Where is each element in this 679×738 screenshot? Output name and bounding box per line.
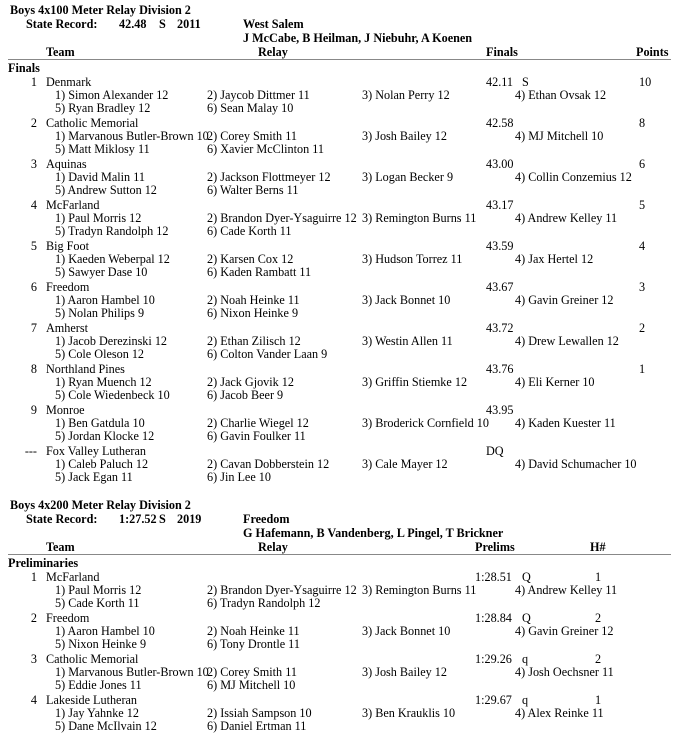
- relay-runner-2: 2) Brandon Dyer-Ysaguirre 12: [207, 211, 357, 225]
- entry-place: 5: [30, 239, 37, 253]
- entry-place: 4: [30, 198, 37, 212]
- relay-runner-6: 6) Xavier McClinton 11: [207, 142, 325, 156]
- relay-runner-6: 6) Tradyn Randolph 12: [207, 596, 321, 610]
- entry-mark: 43.67: [486, 280, 514, 294]
- relay-runner-4: 4) Jax Hertel 12: [515, 252, 594, 266]
- relay-runner-6: 6) Tony Drontle 11: [207, 637, 300, 651]
- relay-runner-2: 2) Issiah Sampson 10: [207, 706, 312, 720]
- col-header-relay: Relay: [258, 540, 288, 554]
- relay-runner-5: 5) Cole Oleson 12: [55, 347, 145, 361]
- entry-mark: DQ: [486, 444, 504, 458]
- entry-team: Amherst: [46, 321, 88, 335]
- entry-flag: q: [522, 652, 529, 666]
- entry-team: Denmark: [46, 75, 92, 89]
- relay-runner-1: 1) Simon Alexander 12: [55, 88, 169, 102]
- relay-runner-5: 5) Eddie Jones 11: [55, 678, 142, 692]
- relay-runner-5: 5) Dane McIlvain 12: [55, 719, 157, 733]
- relay-runner-5: 5) Sawyer Dase 10: [55, 265, 148, 279]
- entry-team: McFarland: [46, 198, 100, 212]
- relay-runner-5: 5) Ryan Bradley 12: [55, 101, 151, 115]
- entry-place: 3: [30, 157, 37, 171]
- entry-mark: 1:29.67: [475, 693, 512, 707]
- record-year: 2011: [177, 17, 201, 31]
- col-header-team: Team: [46, 45, 75, 59]
- relay-runner-3: 3) Josh Bailey 12: [362, 665, 447, 679]
- relay-runner-1: 1) Ben Gatdula 10: [55, 416, 145, 430]
- relay-runner-3: 3) Hudson Torrez 11: [362, 252, 463, 266]
- relay-runner-2: 2) Charlie Wiegel 12: [207, 416, 309, 430]
- entry-team: Lakeside Lutheran: [46, 693, 138, 707]
- relay-runner-4: 4) Collin Conzemius 12: [515, 170, 632, 184]
- relay-runner-4: 4) Kaden Kuester 11: [515, 416, 616, 430]
- relay-runner-6: 6) Daniel Ertman 11: [207, 719, 307, 733]
- col-header-relay: Relay: [258, 45, 288, 59]
- relay-runner-1: 1) Jacob Derezinski 12: [55, 334, 168, 348]
- relay-runner-1: 1) Marvanous Butler-Brown 10: [55, 129, 209, 143]
- entry-mark: 42.58: [486, 116, 514, 130]
- entry-last: 8: [639, 116, 646, 130]
- entry-team: Big Foot: [46, 239, 90, 253]
- relay-runner-1: 1) Kaeden Weberpal 12: [55, 252, 170, 266]
- relay-runner-4: 4) Ethan Ovsak 12: [515, 88, 607, 102]
- event-title: Boys 4x200 Meter Relay Division 2: [10, 498, 191, 512]
- relay-runner-2: 2) Noah Heinke 11: [207, 293, 300, 307]
- relay-runner-5: 5) Andrew Sutton 12: [55, 183, 157, 197]
- entry-flag: Q: [522, 611, 531, 625]
- entry-last: 5: [639, 198, 646, 212]
- entry-mark: 43.00: [486, 157, 514, 171]
- entry-place: 2: [30, 611, 37, 625]
- entry-place: 6: [30, 280, 37, 294]
- col-header-mark: Prelims: [475, 540, 515, 554]
- entry-team: Fox Valley Lutheran: [46, 444, 146, 458]
- relay-runner-4: 4) David Schumacher 10: [515, 457, 637, 471]
- relay-runner-3: 3) Westin Allen 11: [362, 334, 453, 348]
- record-label: State Record:: [26, 512, 98, 526]
- entry-mark: 1:28.84: [475, 611, 512, 625]
- entry-last: 2: [595, 652, 602, 666]
- entry-team: Monroe: [46, 403, 85, 417]
- relay-runner-2: 2) Jaycob Dittmer 11: [207, 88, 310, 102]
- entry-place: ---: [24, 444, 37, 458]
- relay-runner-3: 3) Nolan Perry 12: [362, 88, 450, 102]
- relay-runner-2: 2) Jack Gjovik 12: [207, 375, 294, 389]
- record-year: 2019: [177, 512, 202, 526]
- relay-runner-5: 5) Jack Egan 11: [55, 470, 133, 484]
- entry-place: 1: [30, 75, 37, 89]
- entry-place: 8: [30, 362, 37, 376]
- relay-runner-2: 2) Noah Heinke 11: [207, 624, 300, 638]
- entry-team: Freedom: [46, 611, 90, 625]
- entry-mark: 43.95: [486, 403, 514, 417]
- relay-runner-6: 6) Colton Vander Laan 9: [207, 347, 328, 361]
- entry-team: Catholic Memorial: [46, 116, 139, 130]
- record-school: West Salem: [243, 17, 304, 31]
- relay-runner-6: 6) Jacob Beer 9: [207, 388, 284, 402]
- record-athletes: J McCabe, B Heilman, J Niebuhr, A Koenen: [243, 31, 473, 45]
- relay-runner-5: 5) Nolan Philips 9: [55, 306, 145, 320]
- relay-runner-1: 1) Paul Morris 12: [55, 211, 142, 225]
- relay-runner-5: 5) Matt Miklosy 11: [55, 142, 150, 156]
- entry-last: 1: [639, 362, 646, 376]
- relay-runner-3: 3) Broderick Cornfield 10: [362, 416, 489, 430]
- entry-mark: 43.17: [486, 198, 514, 212]
- col-header-team: Team: [46, 540, 75, 554]
- relay-runner-4: 4) Josh Oechsner 11: [515, 665, 614, 679]
- relay-runner-5: 5) Jordan Klocke 12: [55, 429, 155, 443]
- relay-runner-2: 2) Ethan Zilisch 12: [207, 334, 301, 348]
- entry-team: Freedom: [46, 280, 90, 294]
- col-header-last: H#: [590, 540, 606, 554]
- record-school: Freedom: [243, 512, 290, 526]
- relay-runner-2: 2) Brandon Dyer-Ysaguirre 12: [207, 583, 357, 597]
- entry-mark: 43.76: [486, 362, 514, 376]
- entry-team: Aquinas: [46, 157, 87, 171]
- relay-runner-1: 1) Aaron Hambel 10: [55, 293, 155, 307]
- round-label: Finals: [8, 61, 40, 75]
- relay-runner-1: 1) Jay Yahnke 12: [55, 706, 139, 720]
- entry-flag: q: [522, 693, 529, 707]
- relay-runner-5: 5) Nixon Heinke 9: [55, 637, 147, 651]
- relay-runner-1: 1) Marvanous Butler-Brown 10: [55, 665, 209, 679]
- relay-runner-2: 2) Cavan Dobberstein 12: [207, 457, 330, 471]
- relay-runner-1: 1) David Malin 11: [55, 170, 145, 184]
- relay-runner-6: 6) Kaden Rambatt 11: [207, 265, 312, 279]
- entry-team: McFarland: [46, 570, 100, 584]
- relay-runner-3: 3) Griffin Stiemke 12: [362, 375, 468, 389]
- entry-mark: 1:28.51: [475, 570, 512, 584]
- relay-runner-3: 3) Logan Becker 9: [362, 170, 454, 184]
- relay-runner-4: 4) Andrew Kelley 11: [515, 583, 618, 597]
- relay-runner-4: 4) Andrew Kelley 11: [515, 211, 618, 225]
- round-label: Preliminaries: [8, 556, 79, 570]
- event-title: Boys 4x100 Meter Relay Division 2: [10, 3, 191, 17]
- entry-place: 2: [30, 116, 37, 130]
- entry-place: 1: [30, 570, 37, 584]
- relay-runner-4: 4) Alex Reinke 11: [515, 706, 604, 720]
- relay-runner-4: 4) Drew Lewallen 12: [515, 334, 619, 348]
- record-time: 1:27.52: [119, 512, 157, 526]
- relay-runner-6: 6) MJ Mitchell 10: [207, 678, 296, 692]
- relay-runner-4: 4) Gavin Greiner 12: [515, 293, 614, 307]
- relay-runner-5: 5) Tradyn Randolph 12: [55, 224, 169, 238]
- record-label: State Record:: [26, 17, 98, 31]
- relay-runner-4: 4) Eli Kerner 10: [515, 375, 595, 389]
- record-athletes: G Hafemann, B Vandenberg, L Pingel, T Brickner: [243, 526, 504, 540]
- entry-flag: Q: [522, 570, 531, 584]
- entry-last: 1: [595, 693, 602, 707]
- relay-runner-2: 2) Jackson Flottmeyer 12: [207, 170, 331, 184]
- divider: [8, 59, 671, 60]
- relay-runner-3: 3) Josh Bailey 12: [362, 129, 447, 143]
- relay-runner-6: 6) Gavin Foulker 11: [207, 429, 306, 443]
- entry-last: 6: [639, 157, 646, 171]
- entry-flag: S: [522, 75, 529, 89]
- relay-runner-2: 2) Karsen Cox 12: [207, 252, 294, 266]
- relay-runner-1: 1) Aaron Hambel 10: [55, 624, 155, 638]
- relay-runner-5: 5) Cole Wiedenbeck 10: [55, 388, 170, 402]
- relay-runner-3: 3) Jack Bonnet 10: [362, 293, 451, 307]
- relay-runner-1: 1) Caleb Paluch 12: [55, 457, 149, 471]
- entry-place: 4: [30, 693, 37, 707]
- record-flag: S: [159, 512, 166, 526]
- entry-mark: 43.72: [486, 321, 514, 335]
- relay-runner-2: 2) Corey Smith 11: [207, 129, 297, 143]
- entry-mark: 42.11: [486, 75, 513, 89]
- entry-mark: 43.59: [486, 239, 514, 253]
- entry-mark: 1:29.26: [475, 652, 512, 666]
- relay-runner-3: 3) Remington Burns 11: [362, 583, 477, 597]
- record-time: 42.48: [119, 17, 147, 31]
- relay-runner-6: 6) Nixon Heinke 9: [207, 306, 299, 320]
- relay-runner-6: 6) Cade Korth 11: [207, 224, 292, 238]
- entry-place: 7: [30, 321, 37, 335]
- entry-last: 1: [595, 570, 602, 584]
- entry-last: 3: [639, 280, 646, 294]
- entry-last: 2: [639, 321, 646, 335]
- entry-last: 10: [639, 75, 652, 89]
- relay-runner-3: 3) Jack Bonnet 10: [362, 624, 451, 638]
- col-header-mark: Finals: [486, 45, 518, 59]
- entry-team: Northland Pines: [46, 362, 125, 376]
- relay-runner-6: 6) Sean Malay 10: [207, 101, 294, 115]
- relay-runner-3: 3) Remington Burns 11: [362, 211, 477, 225]
- record-flag: S: [159, 17, 166, 31]
- entry-place: 3: [30, 652, 37, 666]
- divider: [8, 554, 671, 555]
- relay-runner-4: 4) MJ Mitchell 10: [515, 129, 604, 143]
- entry-place: 9: [30, 403, 37, 417]
- col-header-last: Points: [636, 45, 669, 59]
- relay-runner-3: 3) Cale Mayer 12: [362, 457, 448, 471]
- entry-last: 2: [595, 611, 602, 625]
- relay-runner-5: 5) Cade Korth 11: [55, 596, 140, 610]
- entry-team: Catholic Memorial: [46, 652, 139, 666]
- entry-last: 4: [639, 239, 646, 253]
- relay-runner-3: 3) Ben Krauklis 10: [362, 706, 456, 720]
- relay-runner-1: 1) Paul Morris 12: [55, 583, 142, 597]
- relay-runner-6: 6) Jin Lee 10: [207, 470, 271, 484]
- relay-runner-4: 4) Gavin Greiner 12: [515, 624, 614, 638]
- relay-runner-6: 6) Walter Berns 11: [207, 183, 299, 197]
- relay-runner-1: 1) Ryan Muench 12: [55, 375, 152, 389]
- relay-runner-2: 2) Corey Smith 11: [207, 665, 297, 679]
